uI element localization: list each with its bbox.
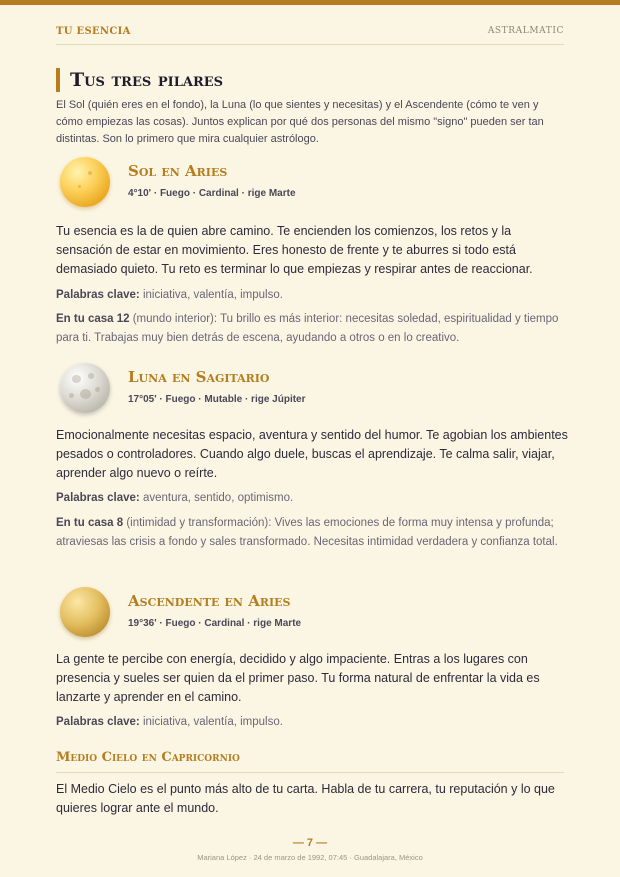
section-intro: El Sol (quién eres en el fondo), la Luna (lo que sientes y necesitas) y el Ascendente (cómo te ven y cómo empiezas las cosas). Juntos explican por qué dos personas del mismo "signo" pueden ser tan distintas. Son lo primero que mira cualquier astrólogo. — [56, 99, 544, 145]
ascendant-meta: 19°36' · Fuego · Cardinal · rige Marte — [128, 618, 302, 629]
sun-meta: 4°10' · Fuego · Cardinal · rige Marte — [128, 188, 296, 199]
ascendant-heading — [60, 587, 560, 643]
ascendant-keywords-value: iniciativa, valentía, impulso. — [142, 716, 283, 728]
sun-house-text: (mundo interior): Tu brillo es más interior: necesitas soledad, espiritualidad y tiempo para ti. Trabajas muy bien detrás de escena, ayudando a otros o en lo creativo. — [56, 313, 559, 344]
ascendant-keywords — [56, 714, 568, 731]
top-accent-bar — [0, 0, 620, 5]
sun-description: Tu esencia es la de quien abre camino. Te encienden los comienzos, los retos y la sensación de estar en movimiento. Eres honesto de frente y te aburres si todo está demasiado quieto. Tu reto es terminar lo que empiezas y respirar antes de reaccionar. — [56, 224, 533, 276]
sun-keywords-value: iniciativa, valentía, impulso. — [142, 289, 283, 301]
ascendant-title: Ascendente en Aries — [128, 592, 291, 610]
section-title: Tus tres pilares — [56, 68, 223, 92]
sun-title: Sol en Aries — [128, 162, 228, 180]
running-header-section: TU ESENCIA — [56, 26, 131, 37]
moon-heading — [60, 363, 560, 419]
ascendant-keywords-label: Palabras clave: — [56, 716, 140, 728]
midheaven-title: Medio Cielo en Capricornio — [56, 750, 564, 773]
moon-description: Emocionalmente necesitas espacio, aventura y sentido del humor. Te agobian los ambientes pesados o controladores. Cuando algo duele, buscas el aprendizaje. Te calma salir, viajar, aprender algo nuevo o reírte. — [56, 428, 568, 480]
moon-keywords-label: Palabras clave: — [56, 492, 140, 504]
moon-house — [56, 514, 568, 552]
moon-icon — [60, 363, 110, 413]
moon-house-text: (intimidad y transformación): Vives las emociones de forma muy intensa y profunda; atraviesas las crisis a fondo y sales transformado. Necesitas intimidad verdadera y confianza total. — [56, 517, 558, 548]
ascendant-description: La gente te percibe con energía, decidido y algo impaciente. Entras a los lugares con presencia y sueles ser quien da el primer paso. Tu forma natural de enfrentar la vida es lanzarte y aprender en el camino. — [56, 652, 540, 704]
sun-keywords — [56, 287, 568, 304]
sun-heading — [60, 157, 560, 213]
sun-house — [56, 310, 568, 348]
moon-keywords — [56, 490, 568, 507]
midheaven-description: El Medio Cielo es el punto más alto de tu carta. Habla de tu carrera, tu reputación y lo que quieres lograr ante el mundo. — [56, 782, 555, 815]
moon-house-label: En tu casa 8 — [56, 517, 124, 529]
page-footer: Mariana López · 24 de marzo de 1992, 07:45 · Guadalajara, México — [197, 853, 423, 862]
sun-house-label: En tu casa 12 — [56, 313, 130, 325]
moon-keywords-value: aventura, sentido, optimismo. — [142, 492, 294, 504]
moon-meta: 17°05' · Fuego · Mutable · rige Júpiter — [128, 394, 306, 405]
ascendant-icon — [60, 587, 110, 637]
running-header-brand: ASTRALMATIC — [487, 26, 564, 36]
page-number: — 7 — — [292, 837, 328, 849]
running-header — [56, 26, 564, 45]
sun-keywords-label: Palabras clave: — [56, 289, 140, 301]
sun-icon — [60, 157, 110, 207]
moon-title: Luna en Sagitario — [128, 368, 270, 386]
